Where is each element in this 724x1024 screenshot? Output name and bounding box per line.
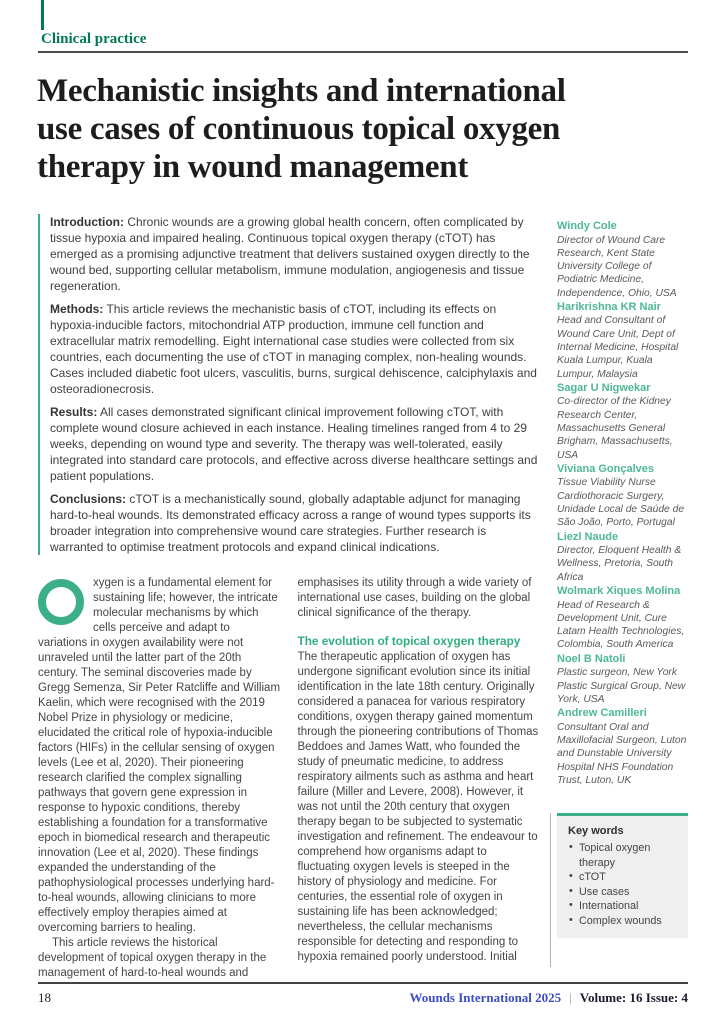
author-affiliation: Plastic surgeon, New York Plastic Surgical Group, New York, USA	[557, 667, 686, 705]
abstract-conclusions	[50, 491, 541, 555]
author-entry	[557, 531, 688, 584]
author-entry	[557, 463, 688, 530]
keywords-title: Key words	[568, 825, 624, 838]
main-column	[38, 214, 541, 981]
header-divider	[38, 51, 688, 53]
abstract-text-conclusions: cTOT is a mechanistically sound, globally adaptable adjunct for managing hard-to-heal wounds. Its demonstrated efficacy across a range of wound types supports its broader integration into comprehensive wound care strategies. Further research is warranted to optimise treatment protocols and expand clinical indications.	[50, 492, 531, 554]
keyword-item: • cTOT	[568, 870, 680, 885]
author-name: Wolmark Xiques Molina	[557, 585, 681, 598]
keyword-item: • International	[568, 899, 680, 914]
keyword-item: • Topical oxygen therapy	[568, 841, 680, 870]
author-name: Viviana Gonçalves	[557, 462, 655, 475]
issue-info: Volume: 16 Issue: 4	[579, 990, 688, 1005]
author-entry	[557, 653, 688, 706]
author-sidebar	[557, 214, 688, 981]
footer-journal-info	[409, 990, 688, 1006]
author-name: Windy Cole	[557, 220, 617, 232]
page-title	[37, 72, 667, 186]
abstract-introduction	[50, 214, 541, 294]
author-entry	[557, 301, 688, 381]
section-kicker: Clinical practice	[41, 31, 147, 47]
abstract-label-results: Results:	[50, 405, 98, 419]
abstract-label-methods: Methods:	[50, 302, 104, 316]
content-area	[38, 214, 688, 981]
abstract-text-results: All cases demonstrated significant clinical improvement following cTOT, with complete wound closure achieved in each instance. Healing timelines ranged from 4 to 29 weeks, depending on wound type and severity. The therapy was well-tolerated, easily integrated into standard care protocols, and effective across diverse healthcare settings and patient populations.	[50, 405, 538, 483]
title-line-3: therapy in wound management	[37, 149, 469, 185]
title-line-2: use cases of continuous topical oxygen	[37, 111, 561, 147]
author-affiliation: Head and Consultant of Wound Care Unit, Dept of Internal Medicine, Hospital Kuala Lumpur, Kuala Lumpur, Malaysia	[557, 315, 679, 380]
body-paragraph-1-text: xygen is a fundamental element for sustaining life; however, the intricate molecular mechanisms by which cells perceive and adapt to variations in oxygen availability were not unraveled until the latter part of the 20th century. The seminal discoveries made by Gregg Semenza, Sir Peter Ratcliffe and William Kaelin, which were recognised with the 2019 Nobel Prize in physiology or medicine, elucidated the critical role of hypoxia-inducible factors (HIFs) in the cellular sensing of oxygen levels (Lee et al, 2020). Their pioneering research clarified the complex signalling pathways that govern gene expression in response to hypoxic conditions, thereby establishing a foundation for a transformative epoch in biomedical research and therapeutic innovation (Lee et al, 2020). These findings expanded the understanding of the pathophysiological processes underlying hard-to-heal wounds, allowing clinicians to more effectively employ therapies aimed at overcoming barriers to healing.	[38, 577, 281, 934]
keywords-box	[557, 813, 688, 938]
journal-link[interactable]: Wounds International 2025	[409, 990, 562, 1005]
body-paragraph-1	[38, 576, 282, 936]
keyword-item: • Use cases	[568, 885, 680, 900]
body-paragraph-4: The therapeutic application of oxygen has undergone significant evolution since its initial identification in the late 18th century. Originally considered a panacea for various respiratory conditions, oxygen therapy gained momentum through the pioneering contributions of Thomas Beddoes and James Watt, who founded the study of pneumatic medicine, to address respiratory ailments such as asthma and heart failure (Miller and Levere, 2008). However, it was not until the 20th century that oxygen therapy began to be subjected to systematic investigation and refinement. The endeavour to comprehend how organisms adapt to fluctuating oxygen levels is steeped in the history of physiology and medicine. For centuries, the essential role of oxygen in sustaining life has been acknowledged; nevertheless, the cellular mechanisms responsible for detecting and responding to hypoxia remained poorly understood. Initial	[297, 651, 539, 963]
body-column-left	[38, 576, 282, 981]
author-entry	[557, 220, 688, 300]
author-name: Harikrishna KR Nair	[557, 300, 661, 313]
keyword-item: • Complex wounds	[568, 914, 680, 929]
author-affiliation: Director, Eloquent Health & Wellness, Pretoria, South Africa	[557, 545, 682, 583]
author-entry	[557, 585, 688, 652]
kicker-accent-bar	[41, 0, 44, 30]
body-column-right	[298, 576, 542, 981]
footer	[38, 990, 688, 1006]
abstract-text-methods: This article reviews the mechanistic basis of cTOT, including its effects on hypoxia-inducible factors, mitochondrial ATP production, immune cell function and extracellular matrix remodelling. Eight international case studies were collected from six countries, each documenting the use of cTOT in managing complex, non-healing wounds. Cases included diabetic foot ulcers, vasculitis, burns, surgical dehiscence, calciphylaxis and osteoradionecrosis.	[50, 302, 537, 396]
author-entry	[557, 707, 688, 787]
author-affiliation: Consultant Oral and Maxillofacial Surgeon, Luton and Dunstable University Hospital NHS Foundation Trust, Luton, UK	[557, 721, 687, 786]
author-affiliation: Tissue Viability Nurse Cardiothoracic Surgery, Unidade Local de Saúde de São João, Porto, Portugal	[557, 477, 685, 529]
abstract-text-introduction: Chronic wounds are a growing global health concern, often complicated by tissue hypoxia and impaired healing. Continuous topical oxygen therapy (cTOT) has emerged as a promising adjunctive treatment that delivers sustained oxygen directly to the wound bed, supporting cellular metabolism, immune modulation, angiogenesis and tissue regeneration.	[50, 215, 530, 293]
body-paragraph-3: emphasises its utility through a wide variety of international use cases, building on the global clinical significance of the therapy.	[297, 577, 532, 619]
footer-divider	[38, 982, 688, 984]
drop-cap-o	[38, 579, 84, 625]
author-name: Sagar U Nigwekar	[557, 381, 651, 394]
body-columns	[38, 576, 541, 981]
author-name: Noel B Natoli	[557, 652, 626, 665]
title-line-1: Mechanistic insights and international	[37, 73, 566, 109]
author-name: Andrew Camilleri	[557, 707, 647, 720]
author-affiliation: Co-director of the Kidney Research Center, Massachusetts General Brigham, Massachusetts, USA	[557, 396, 673, 461]
page-number: 18	[38, 990, 51, 1005]
author-affiliation: Head of Research & Development Unit, Cure Latam Health Technologies, Colombia, South America	[557, 599, 685, 651]
abstract-results	[50, 404, 541, 484]
author-entry	[557, 382, 688, 462]
abstract-label-introduction: Introduction:	[50, 215, 124, 229]
abstract-block	[38, 214, 541, 555]
body-paragraph-2: This article reviews the historical development of topical oxygen therapy in the management of hard-to-heal wounds and	[38, 937, 267, 979]
footer-separator: |	[569, 990, 572, 1005]
abstract-label-conclusions: Conclusions:	[50, 492, 127, 506]
author-affiliation: Director of Wound Care Research, Kent State University College of Podiatric Medicine, Independence, Ohio, USA	[557, 234, 677, 299]
keywords-section	[557, 813, 688, 938]
author-name: Liezl Naude	[557, 530, 619, 543]
section-heading-evolution: The evolution of topical oxygen therapy	[297, 634, 521, 648]
abstract-methods	[50, 301, 541, 397]
